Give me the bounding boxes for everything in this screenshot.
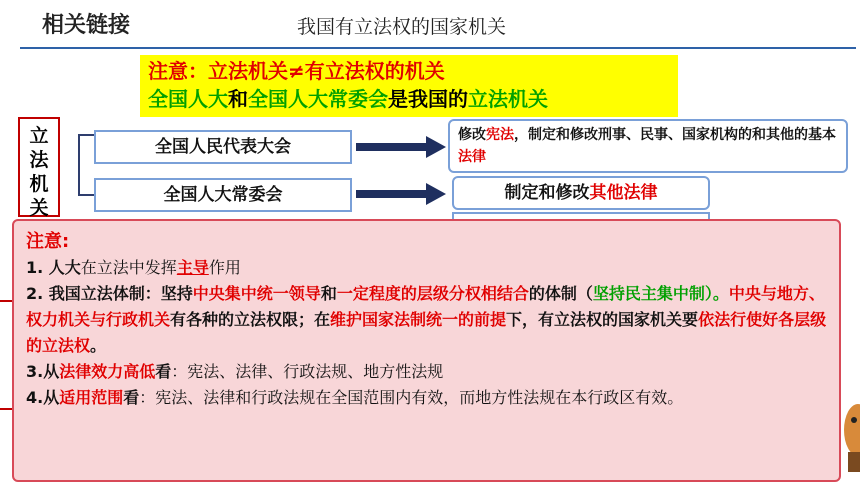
power-term: 法律 [458, 149, 486, 165]
item-highlight: 中央集中统一领导 [192, 284, 321, 303]
panel-item-1 [26, 255, 827, 281]
organ-npcsc: 全国人大常委会 [94, 178, 352, 212]
note-box [140, 55, 678, 117]
item-text: 1. 人大 [26, 258, 81, 277]
item-highlight: 法律效力高低 [59, 362, 156, 381]
bracket-line [78, 194, 94, 196]
item-text: 在立法中发挥 [80, 258, 177, 277]
power-text: ，制定和修改刑事、民事、国家机构的和其他的基本 [514, 127, 836, 143]
item-highlight: 主导 [176, 258, 209, 277]
note-text: 是我国的 [388, 87, 468, 111]
power-npcsc [452, 176, 710, 210]
item-text: ：宪法、法律和行政法规在全国范围内有效，而地方性法规在本行政区有效。 [139, 388, 684, 407]
item-text: 看 [155, 362, 172, 381]
note-term: 全国人大常委会 [248, 87, 388, 111]
item-highlight: 适用范围 [59, 388, 124, 407]
mascot-icon [840, 370, 860, 480]
bracket-line [78, 134, 80, 196]
vertical-char: 法 [29, 149, 49, 171]
item-text: 和 [320, 284, 337, 303]
item-highlight: 一定程度的层级分权相结合 [336, 284, 529, 303]
arrow-right-icon [356, 183, 448, 205]
bracket-line [78, 134, 94, 136]
header-divider [20, 47, 856, 49]
item-text: 。 [90, 336, 107, 355]
item-highlight: 坚持民主集中制）。 [592, 284, 729, 303]
power-term: 宪法 [486, 127, 514, 143]
vertical-char: 立 [29, 125, 49, 147]
vertical-char: 关 [29, 197, 49, 219]
note-panel [12, 219, 841, 482]
item-highlight: 中央与地方、权力机关与行政机关 [26, 284, 825, 329]
power-text: 修改 [458, 127, 486, 143]
panel-item-3 [26, 359, 827, 385]
note-term: 立法机关 [468, 87, 548, 111]
page-subtitle: 我国有立法权的国家机关 [297, 16, 507, 38]
item-text: 有各种的立法权限；在 [170, 310, 331, 329]
item-text: 下，有立法权的国家机关要 [506, 310, 699, 329]
item-text: 看 [123, 388, 140, 407]
panel-heading: 注意: [26, 231, 70, 252]
vertical-label [18, 117, 60, 217]
power-term: 其他法律 [589, 183, 658, 203]
power-text: 制定和修改 [504, 183, 590, 203]
item-text: 作用 [208, 258, 241, 277]
organ-npc: 全国人民代表大会 [94, 130, 352, 164]
note-text: 和 [228, 87, 248, 111]
note-line-1: 注意：立法机关≠有立法权的机关 [148, 59, 445, 83]
panel-item-2 [26, 281, 827, 359]
arrow-right-icon [356, 136, 448, 158]
vertical-char: 机 [29, 173, 49, 195]
item-text: 2. 我国立法体制：坚持 [26, 284, 193, 303]
item-text: 3.从 [26, 362, 60, 381]
section-title: 相关链接 [42, 13, 131, 38]
item-highlight: 依法行使好各层级的立法权 [26, 310, 827, 355]
item-text: 4.从 [26, 388, 60, 407]
item-text: 的体制（ [528, 284, 593, 303]
item-text: ：宪法、法律、行政法规、地方性法规 [171, 362, 444, 381]
power-npc [448, 119, 848, 173]
panel-item-4 [26, 385, 827, 411]
item-highlight: 维护国家法制统一的前提 [330, 310, 507, 329]
note-term: 全国人大 [148, 87, 228, 111]
note-line-2 [148, 85, 670, 113]
